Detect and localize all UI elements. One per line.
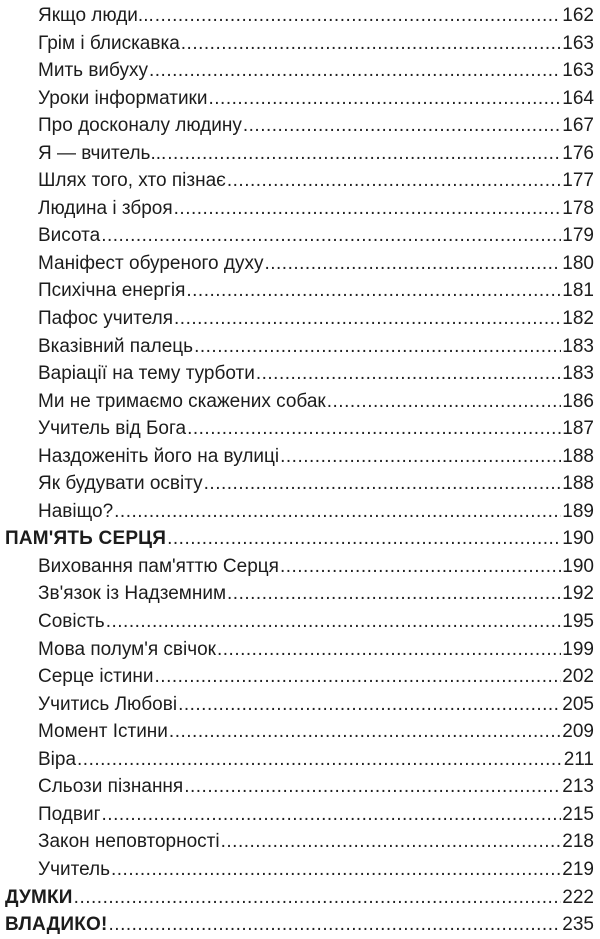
- dot-leader: [174, 305, 561, 333]
- toc-entry: [0, 608, 594, 636]
- toc-entry-page-number: 180: [562, 252, 594, 274]
- toc-entry-page-number: 183: [562, 335, 594, 357]
- dot-leader: [178, 691, 561, 719]
- toc-entry: [0, 388, 594, 416]
- toc-entry: [0, 498, 594, 526]
- dot-leader: [169, 718, 561, 746]
- toc-entry: [0, 828, 594, 856]
- toc-section-entry: [0, 884, 594, 912]
- dot-leader: [155, 663, 562, 691]
- toc-entry-page-number: 183: [562, 363, 594, 385]
- toc-entry-title: Психічна енергія: [38, 280, 186, 302]
- toc-entry: [0, 636, 594, 664]
- toc-entry-title: Совість: [38, 611, 105, 633]
- toc-entry-page-number: 235: [562, 914, 594, 936]
- toc-entry-title: Навіщо?: [38, 500, 114, 522]
- toc-entry: [0, 773, 594, 801]
- toc-entry-page-number: 179: [562, 225, 594, 247]
- toc-entry: [0, 57, 594, 85]
- dot-leader: [186, 277, 561, 305]
- toc-section-entry: [0, 911, 594, 939]
- toc-entry: [0, 85, 594, 113]
- dot-leader: [114, 498, 561, 526]
- dot-leader: [167, 140, 561, 168]
- dot-leader: [227, 580, 561, 608]
- toc-entry-page-number: 199: [562, 638, 594, 660]
- toc-entry-title: Про досконалу людину: [38, 115, 242, 137]
- toc-entry-page-number: 192: [562, 583, 594, 605]
- toc-entry: [0, 746, 594, 774]
- dot-leader: [77, 746, 563, 774]
- dot-leader: [109, 911, 562, 939]
- toc-entry-page-number: 188: [562, 445, 594, 467]
- toc-entry: [0, 2, 594, 30]
- toc-entry-page-number: 209: [562, 721, 594, 743]
- toc-entry-page-number: 195: [562, 611, 594, 633]
- dot-leader: [106, 608, 562, 636]
- toc-entry-title: Закон неповторності: [38, 831, 220, 853]
- toc-entry-title: Я — вчитель...: [38, 142, 167, 164]
- dot-leader: [209, 85, 562, 113]
- toc-entry-page-number: 211: [563, 748, 594, 770]
- toc-entry-title: Висота: [38, 225, 101, 247]
- toc-entry: [0, 277, 594, 305]
- toc-entry-title: Подвиг: [38, 803, 101, 825]
- toc-entry-page-number: 164: [562, 87, 594, 109]
- dot-leader: [327, 388, 562, 416]
- toc-entry-title: Учитель від Бога: [38, 418, 187, 440]
- dot-leader: [280, 553, 561, 581]
- toc-entry-title: ВЛАДИКО!: [5, 914, 108, 936]
- toc-entry-title: Момент Істини: [38, 721, 168, 743]
- toc-entry: [0, 167, 594, 195]
- toc-entry-title: Наздоженіть його на вулиці: [38, 445, 280, 467]
- toc-entry-title: Шлях того, хто пізнає: [38, 170, 226, 192]
- toc-entry-title: ДУМКИ: [5, 886, 73, 908]
- toc-entry-title: Людина і зброя: [38, 197, 173, 219]
- toc-entry-title: Зв'язок із Надземним: [38, 583, 227, 605]
- toc-entry: [0, 250, 594, 278]
- toc-entry-title: Грім і блискавка: [38, 32, 180, 54]
- dot-leader: [280, 443, 561, 471]
- toc-entry-page-number: 177: [562, 170, 594, 192]
- toc-entry-page-number: 163: [562, 60, 594, 82]
- dot-leader: [181, 30, 562, 58]
- dot-leader: [155, 2, 562, 30]
- toc-entry-page-number: 187: [562, 418, 594, 440]
- dot-leader: [101, 222, 561, 250]
- toc-entry: [0, 470, 594, 498]
- dot-leader: [264, 250, 561, 278]
- dot-leader: [217, 636, 561, 664]
- dot-leader: [243, 112, 561, 140]
- toc-entry: [0, 140, 594, 168]
- toc-entry: [0, 691, 594, 719]
- toc-entry: [0, 663, 594, 691]
- dot-leader: [102, 801, 562, 829]
- toc-entry-title: Серце істини: [38, 666, 154, 688]
- toc-list: [0, 2, 594, 939]
- dot-leader: [256, 360, 561, 388]
- toc-entry-title: Учитель: [38, 858, 110, 880]
- toc-entry-title: Виховання пам'яттю Серця: [38, 555, 279, 577]
- toc-entry: [0, 112, 594, 140]
- table-of-contents: [0, 2, 600, 939]
- toc-entry-page-number: 190: [562, 555, 594, 577]
- dot-leader: [149, 57, 561, 85]
- dot-leader: [194, 333, 561, 361]
- toc-entry-title: Учитись Любові: [38, 693, 178, 715]
- toc-entry: [0, 553, 594, 581]
- toc-entry: [0, 195, 594, 223]
- toc-entry-page-number: 163: [562, 32, 594, 54]
- toc-entry-page-number: 205: [562, 693, 594, 715]
- toc-entry-page-number: 167: [562, 115, 594, 137]
- toc-entry-page-number: 188: [562, 473, 594, 495]
- dot-leader: [184, 773, 561, 801]
- toc-entry-page-number: 190: [562, 528, 594, 550]
- dot-leader: [167, 525, 561, 553]
- toc-entry-page-number: 202: [562, 666, 594, 688]
- toc-entry-page-number: 181: [562, 280, 594, 302]
- dot-leader: [221, 828, 562, 856]
- dot-leader: [204, 470, 562, 498]
- toc-entry: [0, 580, 594, 608]
- toc-entry-page-number: 186: [562, 390, 594, 412]
- toc-entry-title: Мова полум'я свічок: [38, 638, 216, 660]
- toc-entry-title: Мить вибуху: [38, 60, 148, 82]
- toc-entry: [0, 415, 594, 443]
- toc-entry-title: Пафос учителя: [38, 308, 174, 330]
- toc-entry-page-number: 189: [562, 500, 594, 522]
- toc-entry: [0, 305, 594, 333]
- toc-entry-page-number: 213: [562, 776, 594, 798]
- dot-leader: [111, 856, 561, 884]
- toc-entry: [0, 30, 594, 58]
- toc-entry-title: Як будувати освіту: [38, 473, 203, 495]
- toc-entry-title: Сльози пізнання: [38, 776, 184, 798]
- toc-entry: [0, 443, 594, 471]
- toc-entry-page-number: 178: [562, 197, 594, 219]
- toc-entry: [0, 222, 594, 250]
- toc-entry-title: Вказівний палець: [38, 335, 194, 357]
- toc-entry: [0, 856, 594, 884]
- toc-entry-title: Віра: [38, 748, 77, 770]
- toc-entry-title: Ми не тримаємо скажених собак: [38, 390, 326, 412]
- toc-entry-title: Уроки інформатики: [38, 87, 208, 109]
- dot-leader: [227, 167, 561, 195]
- toc-entry-page-number: 215: [562, 803, 594, 825]
- toc-entry: [0, 718, 594, 746]
- toc-entry-page-number: 182: [562, 308, 594, 330]
- toc-entry-title: Варіації на тему турботи: [38, 363, 255, 385]
- toc-entry-page-number: 222: [562, 886, 594, 908]
- dot-leader: [74, 884, 562, 912]
- toc-entry-page-number: 218: [562, 831, 594, 853]
- toc-entry-title: ПАМ'ЯТЬ СЕРЦЯ: [5, 528, 167, 550]
- toc-entry: [0, 801, 594, 829]
- toc-section-entry: [0, 525, 594, 553]
- toc-entry-page-number: 176: [562, 142, 594, 164]
- toc-entry-title: Маніфест обуреного духу: [38, 252, 264, 274]
- toc-entry-title: Якщо люди...: [38, 5, 154, 26]
- toc-entry-page-number: 219: [562, 858, 594, 880]
- toc-entry-page-number: 162: [562, 5, 594, 26]
- toc-entry: [0, 360, 594, 388]
- dot-leader: [187, 415, 561, 443]
- toc-entry: [0, 333, 594, 361]
- dot-leader: [174, 195, 562, 223]
